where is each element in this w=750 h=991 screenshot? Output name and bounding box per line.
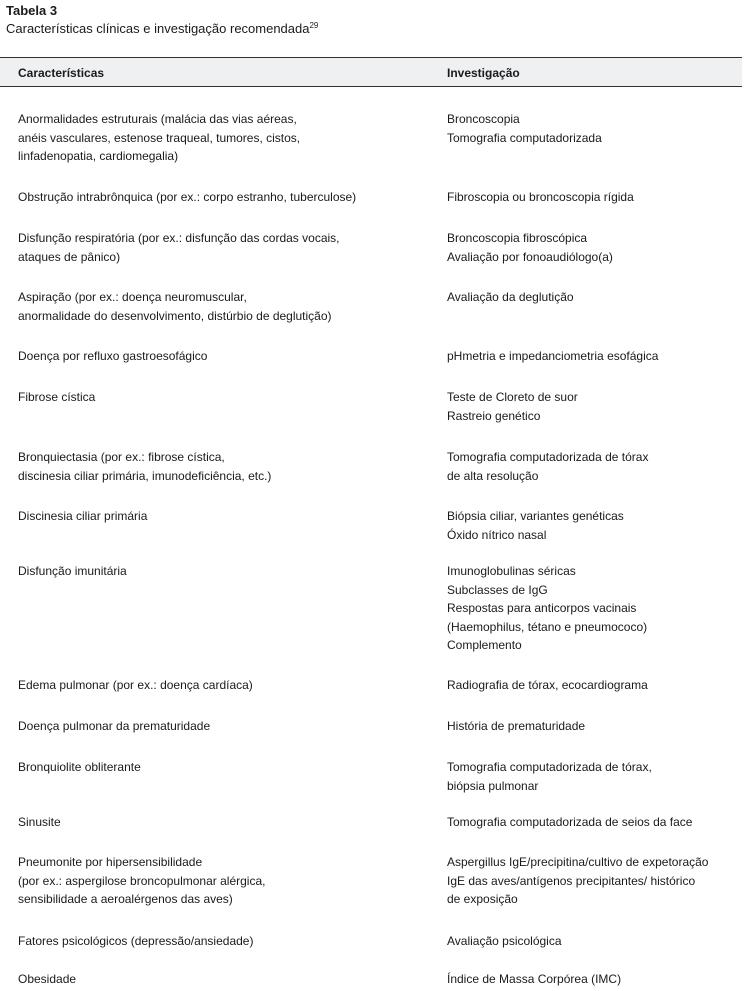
investigation-cell (447, 507, 742, 544)
investigation-cell (447, 717, 742, 736)
investigation-text: Avaliação psicológica (447, 934, 562, 948)
characteristic-text: ataques de pânico) (18, 249, 121, 264)
characteristic-text: anéis vasculares, estenose traqueal, tumores, cistos, (18, 130, 301, 145)
investigation-cell (447, 853, 742, 909)
characteristic-text: Anormalidades estruturais (malácia das vias aéreas, (18, 112, 297, 126)
investigation-text: Broncoscopia fibroscópica (447, 231, 588, 245)
investigation-text: Subclasses de IgG (447, 582, 548, 597)
characteristic-text: anormalidade do desenvolvimento, distúrbio de deglutição) (18, 308, 332, 323)
characteristic-cell (18, 562, 438, 581)
investigation-text: Tomografia computadorizada de tórax, (447, 760, 652, 774)
investigation-cell (447, 188, 742, 207)
characteristic-cell (18, 448, 438, 485)
characteristic-cell (18, 676, 438, 695)
characteristic-text: Fatores psicológicos (depressão/ansiedade) (18, 934, 254, 948)
characteristic-text: discinesia ciliar primária, imunodeficiência, etc.) (18, 468, 272, 483)
investigation-text: IgE das aves/antígenos precipitantes/ histórico (447, 873, 696, 888)
characteristic-cell (18, 229, 438, 266)
investigation-cell (447, 758, 742, 795)
table-title: Tabela 3 (6, 3, 58, 18)
characteristic-text: Disfunção imunitária (18, 564, 127, 578)
characteristic-text: sensibilidade a aeroalérgenos das aves) (18, 892, 233, 906)
investigation-text: Rastreio genético (447, 408, 541, 423)
characteristic-text: Bronquiectasia (por ex.: fibrose cística, (18, 450, 225, 464)
investigation-text: Índice de Massa Corpórea (IMC) (447, 972, 622, 986)
investigation-cell (447, 288, 742, 307)
investigation-cell (447, 970, 742, 989)
characteristic-cell (18, 388, 438, 407)
investigation-text: Broncoscopia (447, 112, 520, 126)
reference-superscript: 29 (309, 21, 319, 30)
investigation-text: Tomografia computadorizada de tórax (447, 450, 649, 464)
characteristic-cell (18, 970, 438, 989)
investigation-text: Imunoglobulinas séricas (447, 564, 576, 578)
characteristic-cell (18, 507, 438, 526)
characteristic-cell (18, 853, 438, 909)
characteristic-text: Doença por refluxo gastroesofágico (18, 349, 208, 363)
characteristic-cell (18, 288, 438, 325)
characteristic-cell (18, 110, 438, 166)
characteristic-text: Sinusite (18, 815, 61, 829)
investigation-text: pHmetria e impedanciometria esofágica (447, 349, 659, 363)
investigation-text: Aspergillus IgE/precipitina/cultivo de expetoração (447, 855, 709, 869)
characteristic-cell (18, 813, 438, 832)
table-header (0, 57, 742, 87)
characteristic-cell (18, 347, 438, 366)
column-header-caracteristicas: Características (18, 66, 105, 80)
characteristic-text: Fibrose cística (18, 390, 96, 404)
investigation-cell (447, 676, 742, 695)
characteristic-text: (por ex.: aspergilose broncopulmonar alérgica, (18, 873, 266, 888)
characteristic-cell (18, 188, 438, 207)
investigation-cell (447, 448, 742, 485)
investigation-text: Teste de Cloreto de suor (447, 390, 578, 404)
investigation-cell (447, 562, 742, 655)
investigation-text: Biópsia ciliar, variantes genéticas (447, 509, 624, 523)
characteristic-cell (18, 932, 438, 951)
characteristic-text: Disfunção respiratória (por ex.: disfunção das cordas vocais, (18, 231, 340, 245)
investigation-text: Respostas para anticorpos vacinais (447, 601, 637, 615)
table-subtitle (6, 21, 318, 37)
characteristic-text: Obesidade (18, 972, 77, 986)
investigation-text: Óxido nítrico nasal (447, 527, 547, 542)
investigation-text: Avaliação da deglutição (447, 290, 574, 304)
investigation-text: Avaliação por fonoaudiólogo(a) (447, 249, 613, 264)
investigation-text: Radiografia de tórax, ecocardiograma (447, 678, 648, 692)
investigation-text: Complemento (447, 638, 522, 652)
characteristic-text: linfadenopatia, cardiomegalia) (18, 149, 179, 163)
characteristic-text: Aspiração (por ex.: doença neuromuscular, (18, 290, 247, 304)
investigation-text: (Haemophilus, tétano e pneumococo) (447, 619, 648, 634)
characteristic-text: Bronquiolite obliterante (18, 760, 141, 774)
characteristic-text: Doença pulmonar da prematuridade (18, 719, 211, 733)
investigation-text: História de prematuridade (447, 719, 586, 733)
investigation-text: Tomografia computadorizada (447, 130, 602, 145)
investigation-cell (447, 932, 742, 951)
characteristic-text: Pneumonite por hipersensibilidade (18, 855, 203, 869)
table-subtitle-text: Características clínicas e investigação recomendada (6, 21, 310, 36)
characteristic-text: Edema pulmonar (por ex.: doença cardíaca) (18, 678, 253, 692)
investigation-text: biópsia pulmonar (447, 778, 539, 793)
investigation-text: de exposição (447, 892, 518, 906)
investigation-text: de alta resolução (447, 468, 539, 483)
investigation-text: Fibroscopia ou broncoscopia rígida (447, 190, 634, 204)
investigation-cell (447, 110, 742, 147)
characteristic-cell (18, 758, 438, 777)
characteristic-cell (18, 717, 438, 736)
characteristic-text: Discinesia ciliar primária (18, 509, 148, 523)
investigation-cell (447, 813, 742, 832)
investigation-cell (447, 388, 742, 425)
investigation-cell (447, 347, 742, 366)
investigation-cell (447, 229, 742, 266)
characteristic-text: Obstrução intrabrônquica (por ex.: corpo estranho, tuberculose) (18, 190, 357, 204)
investigation-text: Tomografia computadorizada de seios da face (447, 815, 693, 829)
column-header-investigacao: Investigação (447, 66, 520, 80)
